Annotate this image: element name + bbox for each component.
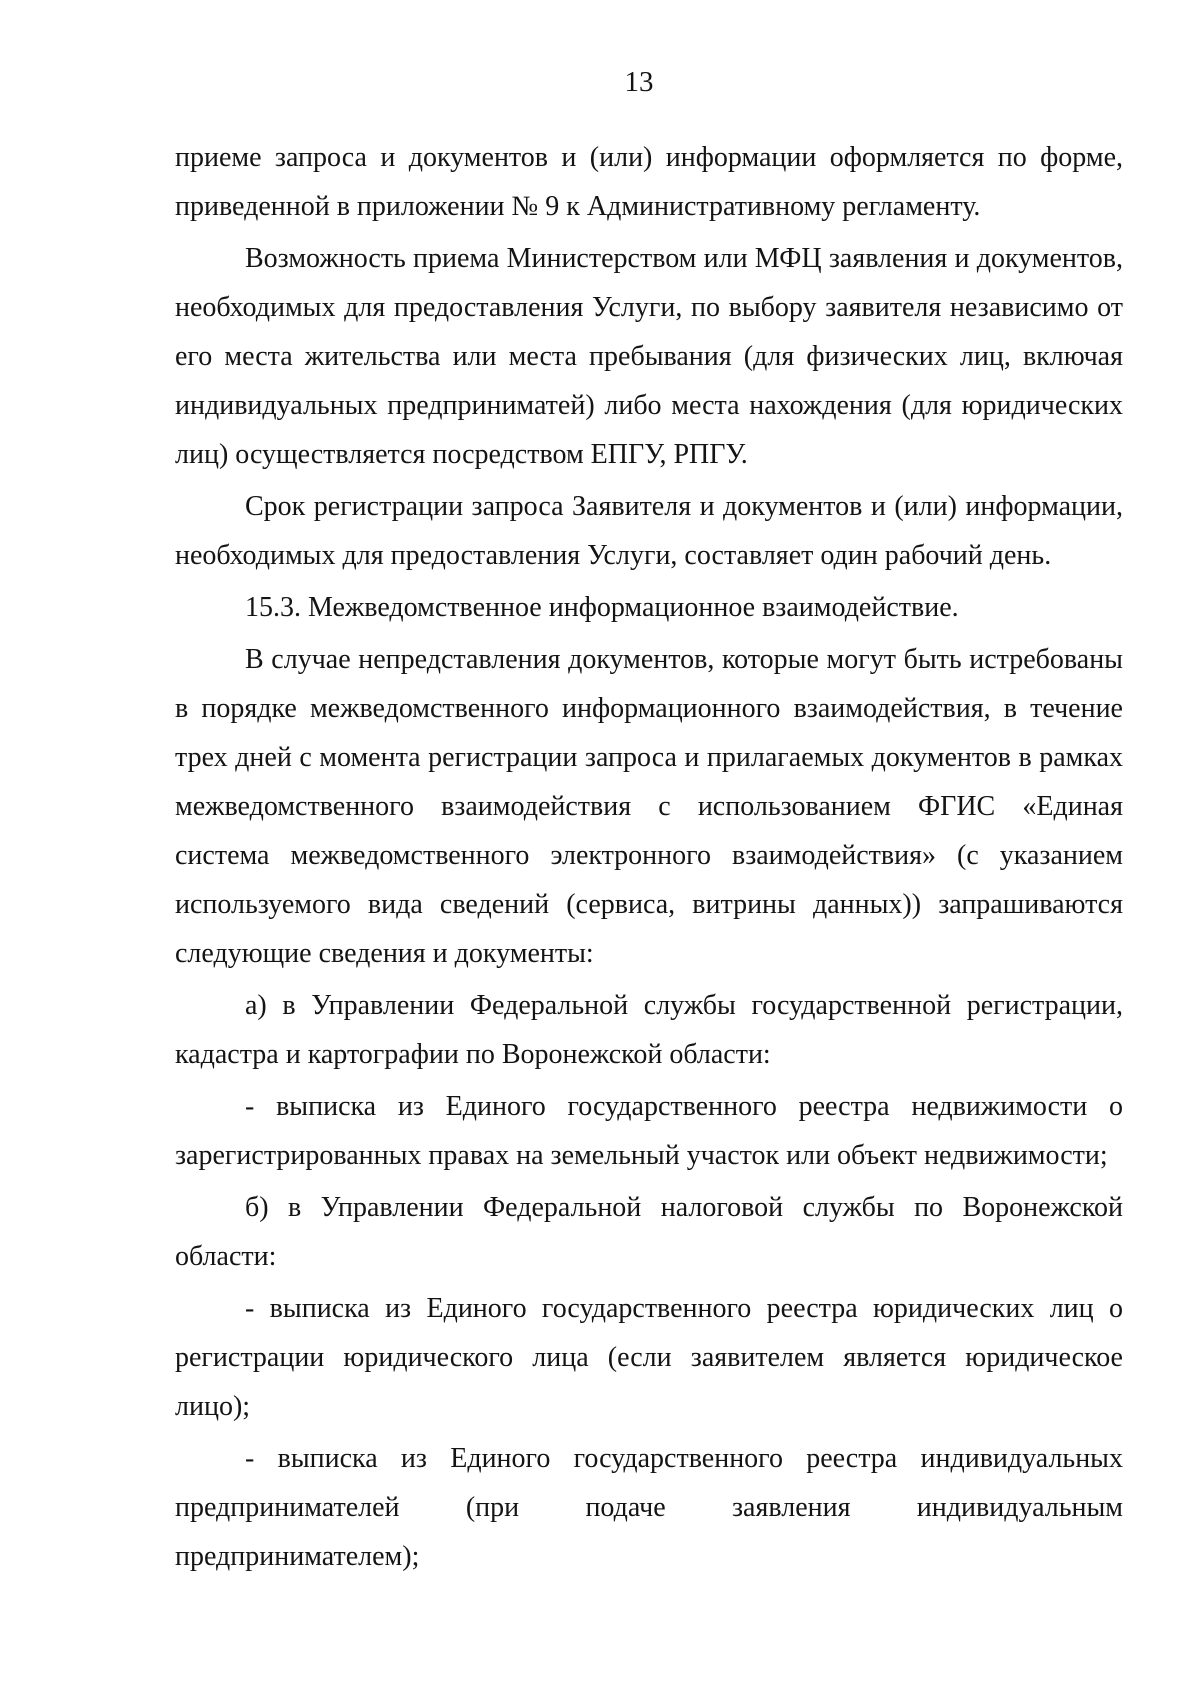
list-item-b-tax-service: б) в Управлении Федеральной налоговой службы по Воронежской области:	[175, 1192, 1123, 1272]
paragraph-extraterritorial-acceptance: Возможность приема Министерством или МФЦ заявления и документов, необходимых для предоставления Услуги, по выбору заявителя независимо от его места жительства или места пребывания (для физических лиц, включая индивидуальных предприниматей) либо места нахождения (для юридических лиц) осуществляется посредством ЕПГУ, РПГУ.	[175, 243, 1123, 470]
list-item-a-rosreestr: а) в Управлении Федеральной службы государственной регистрации, кадастра и картографии по Воронежской области:	[175, 990, 1123, 1070]
list-item-egrul-extract: - выписка из Единого государственного реестра юридических лиц о регистрации юридического лица (если заявителем является юридическое лицо);	[175, 1293, 1123, 1422]
document-body	[175, 133, 1123, 1581]
list-item-egrip-extract: - выписка из Единого государственного реестра индивидуальных предпринимателей (при подаче заявления индивидуальным предпринимателем);	[175, 1443, 1123, 1572]
paragraph-registration-term: Срок регистрации запроса Заявителя и документов и (или) информации, необходимых для предоставления Услуги, составляет один рабочий день.	[175, 491, 1123, 571]
list-item-egrn-extract: - выписка из Единого государственного реестра недвижимости о зарегистрированных правах на земельный участок или объект недвижимости;	[175, 1091, 1123, 1171]
paragraph-interagency-request: В случае непредставления документов, которые могут быть истребованы в порядке межведомственного информационного взаимодействия, в течение трех дней с момента регистрации запроса и прилагаемых документов в рамках межведомственного взаимодействия с использованием ФГИС «Единая система межведомственного электронного взаимодействия» (с указанием используемого вида сведений (сервиса, витрины данных)) запрашиваются следующие сведения и документы:	[175, 644, 1123, 969]
paragraph-form-reference: приеме запроса и документов и (или) информации оформляется по форме, приведенной в приложении № 9 к Административному регламенту.	[175, 142, 1123, 222]
page-number: 13	[624, 66, 654, 98]
section-heading-15-3: 15.3. Межведомственное информационное взаимодействие.	[245, 592, 959, 623]
